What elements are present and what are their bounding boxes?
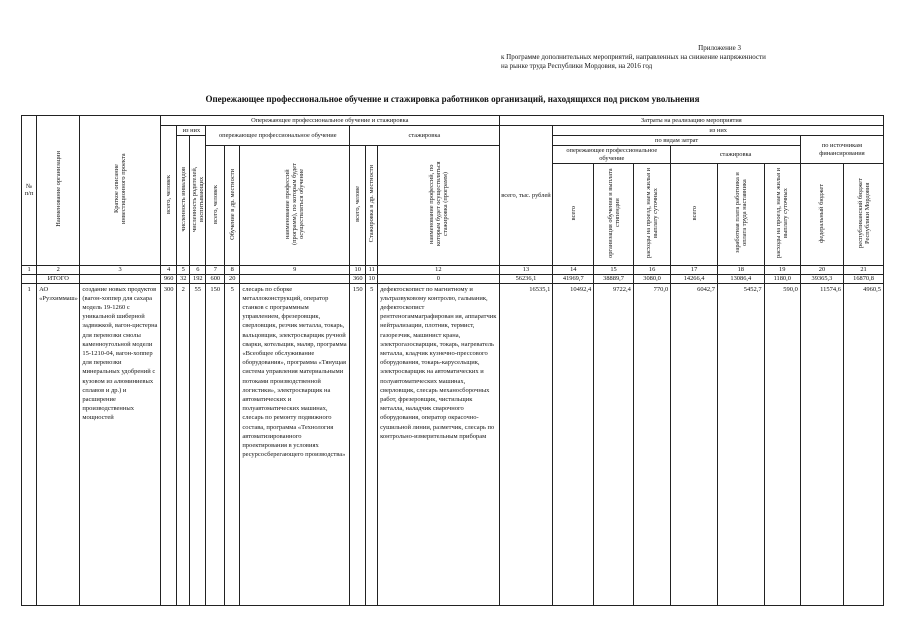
cell-int-professions: дефектоскопист по магнитному и ультразвуковому контролю, гальваник, дефектоскопист рентгеногаммаграфирован ия, аппаратчик нейтрализации, плотник, термист, газорезчик, машинист крана, электрогазосварщик, токарь, нагреватель металла, кладчик кузнечно-прессового оборудования, токарь-карусельщик, электросварщик на автоматических и полуавтоматических машинах, сверловщик, слесарь механосборочных работ, фрезеровщик, чистильщик металла, наладчик сварочного оборудования, оператор окрасочно-сушильной линии, разметчик, слесарь по контрольно-измерительным приборам bbox=[378, 283, 500, 605]
col-header-republic: республиканский бюджет Республики Мордовия bbox=[844, 164, 884, 266]
total-cell: 1180,0 bbox=[764, 274, 800, 283]
main-table bbox=[21, 115, 884, 606]
project-description: создание новых продуктов (вагон-хоппер для сахара модель 19-1260 с уникальной шиберной задвижкой, вагон-цистерна для перевозки смолы каменноугольной модели 15-1210-04, вагон-хоппер для перевозки минеральных удобрений с кузовом из алюминиевых сплавов и др.) и расширение производственных мощностей bbox=[80, 283, 161, 605]
col-header-parents: численность родителей, воспитывающих bbox=[190, 136, 206, 266]
cell-c-int-travel: 590,0 bbox=[764, 283, 800, 605]
column-number: 13 bbox=[499, 265, 553, 274]
total-cell: 10 bbox=[366, 274, 378, 283]
col-header-c-adv-org: организация обучения и выплата стипендии bbox=[594, 164, 634, 266]
group-header-training: Опережающее профессиональное обучение и стажировка bbox=[160, 116, 499, 126]
cell-int-total: 150 bbox=[350, 283, 366, 605]
col-header-internship: стажировка bbox=[350, 126, 500, 146]
total-cell: 38889,7 bbox=[594, 274, 634, 283]
total-cell: 13086,4 bbox=[717, 274, 764, 283]
column-number: 21 bbox=[844, 265, 884, 274]
col-header-c-adv-total: всего bbox=[553, 164, 594, 266]
column-number-row bbox=[22, 265, 884, 274]
col-header-of-them: из них bbox=[177, 126, 206, 136]
total-cell: 20 bbox=[225, 274, 240, 283]
cell-int-other-place: 5 bbox=[366, 283, 378, 605]
total-cell bbox=[22, 274, 37, 283]
col-header-cost-of-them: из них bbox=[553, 126, 884, 136]
cell-adv-professions: слесарь по сборке металлоконструкций, оператор станков с программным управлением, фрезеровщик, сверловщик, резчик металла, токарь, вальцовщик, электросварщик ручной сварки, котельщик, маляр, программа «Всеобщее обслуживание оборудования», программа «Тянущая система управления материальными потоками производственной логистики», электросварщик на автоматических и полуавтоматических машинах, слесарь по ремонту подвижного состава, программа «Технология автоматизированного проектирования в условиях ресурсосберегающего производства» bbox=[240, 283, 350, 605]
cell-c-int-total: 6042,7 bbox=[671, 283, 718, 605]
total-cell: 14266,4 bbox=[671, 274, 718, 283]
column-number: 14 bbox=[553, 265, 594, 274]
column-number: 18 bbox=[717, 265, 764, 274]
appendix-reference-cont: на рынке труда Республики Мордовия, на 2016 год bbox=[501, 62, 653, 70]
cell-c-int-wage: 5452,7 bbox=[717, 283, 764, 605]
col-header-int-other-place: Стажировка в др. местности bbox=[366, 146, 378, 266]
total-cell: 192 bbox=[190, 274, 206, 283]
col-header-cost-adv: опережающее профессиональное обучение bbox=[553, 146, 671, 164]
total-row bbox=[22, 274, 884, 283]
cell-c-adv-org: 9722,4 bbox=[594, 283, 634, 605]
col-header-adv-professions: наименование профессий (программ), по которым будет осуществляться обучение bbox=[240, 146, 350, 266]
col-header-int-professions: наименование профессий, по которым будет осуществляться стажировка (программ) bbox=[378, 146, 500, 266]
column-number: 16 bbox=[633, 265, 670, 274]
col-header-int-total: всего, челове bbox=[350, 146, 366, 266]
col-header-c-adv-travel: расходы на проезд, наем жилья и выплату суточных bbox=[633, 164, 670, 266]
col-header-cost-total: всего, тыс. рублей bbox=[499, 126, 553, 266]
total-cell: 16870,8 bbox=[844, 274, 884, 283]
group-header-costs: Затраты на реализацию мероприятия bbox=[499, 116, 883, 126]
total-cell: 41969,7 bbox=[553, 274, 594, 283]
column-number: 1 bbox=[22, 265, 37, 274]
appendix-reference: к Программе дополнительных мероприятий, направленных на снижение напряженности bbox=[501, 53, 766, 61]
cell-disabled: 2 bbox=[177, 283, 190, 605]
cell-adv-total: 150 bbox=[206, 283, 225, 605]
appendix-number: Приложение 3 bbox=[698, 44, 741, 52]
total-cell: 3080,0 bbox=[633, 274, 670, 283]
col-header-federal: федеральный бюджет bbox=[800, 164, 843, 266]
column-number: 17 bbox=[671, 265, 718, 274]
cell-federal: 11574,6 bbox=[800, 283, 843, 605]
cell-adv-other-place: 5 bbox=[225, 283, 240, 605]
total-cell: 960 bbox=[160, 274, 176, 283]
column-number: 9 bbox=[240, 265, 350, 274]
col-header-c-int-travel: расходы на проезд, наем жилья и выплату суточных bbox=[764, 164, 800, 266]
column-number: 8 bbox=[225, 265, 240, 274]
total-cell bbox=[240, 274, 350, 283]
col-header-no: № п/п bbox=[22, 116, 37, 266]
col-header-by-source: по источникам финансирования bbox=[800, 136, 883, 164]
total-label: ИТОГО bbox=[37, 274, 80, 283]
total-cell: 32 bbox=[177, 274, 190, 283]
column-number: 20 bbox=[800, 265, 843, 274]
cell-c-adv-total: 10492,4 bbox=[553, 283, 594, 605]
col-header-project: Краткое описание инвестиционного проекта bbox=[80, 116, 161, 266]
row-number: 1 bbox=[22, 283, 37, 605]
col-header-c-int-total: всего bbox=[671, 164, 718, 266]
col-header-disabled: численность инвалидов bbox=[177, 136, 190, 266]
column-number: 12 bbox=[378, 265, 500, 274]
col-header-adv-total: всего, человек bbox=[206, 146, 225, 266]
org-name: АО «Рузхиммаш» bbox=[37, 283, 80, 605]
total-cell: 0 bbox=[378, 274, 500, 283]
col-header-advanced-training: опережающее профессиональное обучение bbox=[206, 126, 350, 146]
total-cell: 56236,1 bbox=[499, 274, 553, 283]
appendix-block bbox=[501, 44, 851, 71]
cell-parents: 55 bbox=[190, 283, 206, 605]
col-header-c-int-wage: заработная плата работника и оплата труда наставника bbox=[717, 164, 764, 266]
column-number: 7 bbox=[206, 265, 225, 274]
total-cell bbox=[80, 274, 161, 283]
column-number: 15 bbox=[594, 265, 634, 274]
col-header-cost-int: стажировка bbox=[671, 146, 801, 164]
column-number: 4 bbox=[160, 265, 176, 274]
column-number: 10 bbox=[350, 265, 366, 274]
col-header-by-type: по видам затрат bbox=[553, 136, 801, 146]
column-number: 11 bbox=[366, 265, 378, 274]
column-number: 5 bbox=[177, 265, 190, 274]
column-number: 3 bbox=[80, 265, 161, 274]
cell-republic: 4960,5 bbox=[844, 283, 884, 605]
cell-cost-total: 16535,1 bbox=[499, 283, 553, 605]
document-title: Опережающее профессиональное обучение и стажировка работников организаций, находящихся под риском увольнения bbox=[205, 94, 700, 104]
total-cell: 600 bbox=[206, 274, 225, 283]
total-cell: 360 bbox=[350, 274, 366, 283]
cell-c-adv-travel: 770,0 bbox=[633, 283, 670, 605]
column-number: 19 bbox=[764, 265, 800, 274]
col-header-total-people: всего, человек bbox=[160, 126, 176, 266]
col-header-org: Наименование организации bbox=[37, 116, 80, 266]
column-number: 6 bbox=[190, 265, 206, 274]
column-number: 2 bbox=[37, 265, 80, 274]
table-row bbox=[22, 283, 884, 605]
total-cell: 39365,3 bbox=[800, 274, 843, 283]
cell-total-people: 300 bbox=[160, 283, 176, 605]
col-header-adv-other-place: Обучение в др. местности bbox=[225, 146, 240, 266]
